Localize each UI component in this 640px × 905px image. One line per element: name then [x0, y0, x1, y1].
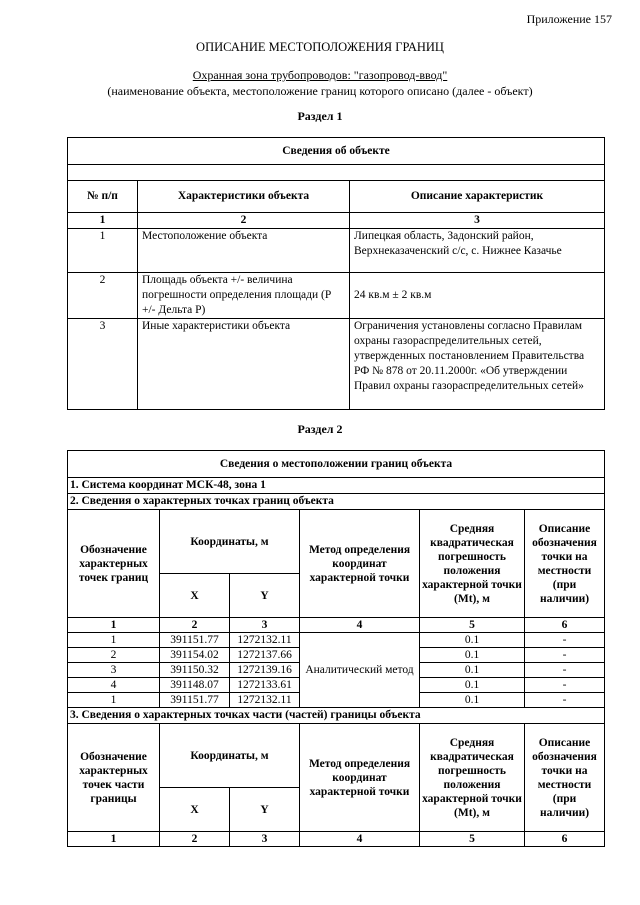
col-header-desc: Описание характеристик: [350, 181, 605, 213]
point-desc: -: [525, 663, 605, 678]
boundary-table: [67, 450, 605, 847]
point-x: 391148.07: [160, 678, 230, 693]
col-header-y: Y: [230, 788, 300, 832]
point-mt: 0.1: [420, 678, 525, 693]
col-header-desc: Описание обозначения точки на местности (при наличии): [525, 724, 605, 832]
point-x: 391151.77: [160, 633, 230, 648]
object-caption: (наименование объекта, местоположение границ которого описано (далее - объект): [107, 84, 533, 98]
point-mt: 0.1: [420, 633, 525, 648]
index-cell: 5: [420, 832, 525, 847]
table-row: [68, 319, 605, 410]
col-header-num: № п/п: [68, 181, 138, 213]
col-header-mt: Средняя квадратическая погрешность положения характерной точки (Mt), м: [420, 510, 525, 618]
point-y: 1272132.11: [230, 633, 300, 648]
point-y: 1272139.16: [230, 663, 300, 678]
point-y: 1272132.11: [230, 693, 300, 708]
row-number: 1: [68, 229, 138, 273]
point-desc: -: [525, 633, 605, 648]
row-characteristic: Местоположение объекта: [138, 229, 350, 273]
index-cell: 4: [300, 618, 420, 633]
col-header-coords: Координаты, м: [160, 510, 300, 574]
index-cell: 2: [138, 213, 350, 229]
table-row: [68, 273, 605, 319]
subheader-points: 2. Сведения о характерных точках границ объекта: [68, 494, 605, 510]
row-value: 24 кв.м ± 2 кв.м: [350, 273, 605, 319]
index-cell: 6: [525, 832, 605, 847]
point-id: 1: [68, 633, 160, 648]
section1-label: Раздел 1: [297, 109, 343, 123]
index-cell: 3: [350, 213, 605, 229]
object-name: Охранная зона трубопроводов: "газопровод-ввод": [192, 68, 448, 82]
row-characteristic: Иные характеристики объекта: [138, 319, 350, 410]
appendix-label: Приложение 157: [526, 12, 612, 26]
subheader-part-points: 3. Сведения о характерных точках части (частей) границы объекта: [68, 708, 605, 724]
point-desc: -: [525, 678, 605, 693]
row-number: 2: [68, 273, 138, 319]
table-title: Сведения о местоположении границ объекта: [68, 451, 605, 478]
col-header-points: Обозначение характерных точек границ: [68, 510, 160, 618]
point-x: 391151.77: [160, 693, 230, 708]
point-y: 1272133.61: [230, 678, 300, 693]
point-desc: -: [525, 693, 605, 708]
point-mt: 0.1: [420, 693, 525, 708]
point-desc: -: [525, 648, 605, 663]
point-x: 391154.02: [160, 648, 230, 663]
index-cell: 3: [230, 618, 300, 633]
index-cell: 1: [68, 832, 160, 847]
col-header-method: Метод определения координат характерной точки: [300, 724, 420, 832]
col-header-y: Y: [230, 574, 300, 618]
row-characteristic: Площадь объекта +/- величина погрешности определения площади (Р +/- Дельта Р): [138, 273, 350, 319]
point-id: 3: [68, 663, 160, 678]
col-header-method: Метод определения координат характерной точки: [300, 510, 420, 618]
col-header-points-part: Обозначение характерных точек части границы: [68, 724, 160, 832]
row-value: Ограничения установлены согласно Правилам охраны газораспределительных сетей, утвержденных постановлением Правительства РФ № 878 от 20.11.2000г. «Об утверждении Правил охраны газораспределительных сетей»: [350, 319, 605, 410]
index-cell: 1: [68, 213, 138, 229]
section2-label: Раздел 2: [297, 422, 343, 436]
col-header-x: X: [160, 574, 230, 618]
index-cell: 3: [230, 832, 300, 847]
point-mt: 0.1: [420, 648, 525, 663]
point-mt: 0.1: [420, 663, 525, 678]
col-header-mt: Средняя квадратическая погрешность положения характерной точки (Mt), м: [420, 724, 525, 832]
index-cell: 2: [160, 832, 230, 847]
table-title: Сведения об объекте: [68, 138, 605, 165]
index-cell: 2: [160, 618, 230, 633]
point-y: 1272137.66: [230, 648, 300, 663]
col-header-coords: Координаты, м: [160, 724, 300, 788]
point-x: 391150.32: [160, 663, 230, 678]
method-value: Аналитический метод: [300, 633, 420, 708]
row-number: 3: [68, 319, 138, 410]
table-row: [68, 229, 605, 273]
col-header-x: X: [160, 788, 230, 832]
index-cell: 1: [68, 618, 160, 633]
point-id: 1: [68, 693, 160, 708]
point-id: 4: [68, 678, 160, 693]
col-header-desc: Описание обозначения точки на местности (при наличии): [525, 510, 605, 618]
subheader-coord-system: 1. Система координат МСК-48, зона 1: [68, 478, 605, 494]
page-title: ОПИСАНИЕ МЕСТОПОЛОЖЕНИЯ ГРАНИЦ: [196, 40, 444, 54]
table-row: [68, 633, 605, 648]
row-value: Липецкая область, Задонский район, Верхнеказаченский с/с, с. Нижнее Казачье: [350, 229, 605, 273]
index-cell: 5: [420, 618, 525, 633]
col-header-char: Характеристики объекта: [138, 181, 350, 213]
index-cell: 4: [300, 832, 420, 847]
index-cell: 6: [525, 618, 605, 633]
point-id: 2: [68, 648, 160, 663]
object-info-table: [67, 137, 605, 410]
